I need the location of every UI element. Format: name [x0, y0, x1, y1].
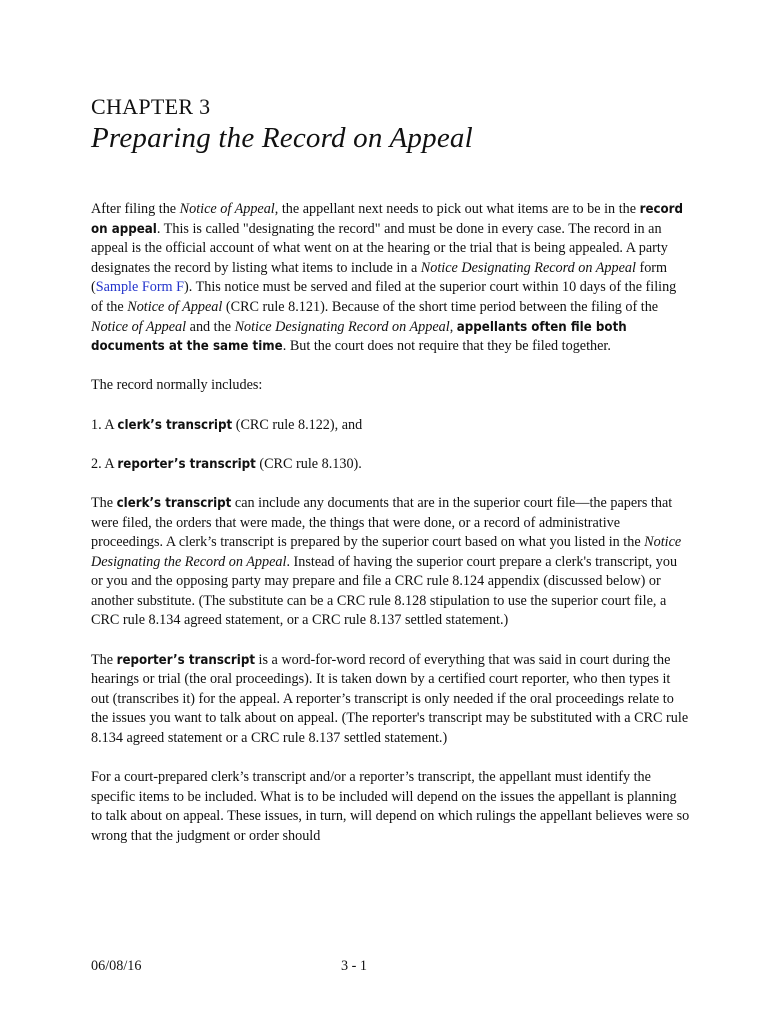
chapter-label: CHAPTER 3 — [91, 94, 211, 119]
footer-page-number: 3 - 1 — [341, 958, 368, 974]
paragraph-record-includes: The record normally includes: — [91, 377, 263, 394]
list-item-reporters-transcript: 2. A reporter’s transcript (CRC rule 8.130). — [91, 455, 362, 472]
sample-form-f-link[interactable]: Sample Form F — [95, 279, 185, 296]
document-page — [91, 94, 691, 847]
footer-date: 06/08/16 — [91, 958, 142, 974]
paragraph-clerks-transcript: The clerk’s transcript can include any documents that are in the superior court file—the papers that were filed, the orders that were made, the things that were done, or a record of administrative proceedings. A clerk’s transcript is prepared by the superior court based on what you listed in the Notice Designating the Record on Appeal. Instead of having the superior court prepare a clerk's transcript, you or you and the opposing party may prepare and file a CRC rule 8.124 appendix (discussed below) or another substitute. (The substitute can be a CRC rule 8.128 stipulation to use the superior court file, a CRC rule 8.134 agreed statement, or a CRC rule 8.137 settled statement.) — [91, 494, 682, 629]
chapter-title: Preparing the Record on Appeal — [91, 122, 473, 154]
paragraph-identify-items: For a court-prepared clerk’s transcript and/or a reporter’s transcript, the appellant must identify the specific items to be included. What is to be included will depend on the issues the appellant is planning to talk about on appeal. These issues, in turn, will depend on which rulings the appellant believes were so wrong that the judgment or order should — [91, 769, 690, 844]
paragraph-reporters-transcript: The reporter’s transcript is a word-for-word record of everything that was said in court during the hearings or trial (the oral proceedings). It is taken down by a certified court reporter, who then types it out (transcribes it) for the appeal. A reporter’s transcript is only needed if the oral proceedings relate to the issues you want to talk about on appeal. (The reporter's transcript may be substituted with a CRC rule 8.134 agreed statement or a CRC rule 8.137 settled statement.) — [91, 651, 689, 747]
list-item-clerks-transcript: 1. A clerk’s transcript (CRC rule 8.122), and — [91, 416, 363, 433]
paragraph-intro: After filing the Notice of Appeal, the appellant next needs to pick out what items are to be in the record on appeal. This is called "designating the record" and must be done in every case. The record in an appeal is the official account of what went on at the hearing or the trial that is being appealed. A party designates the record by listing what items to include in a Notice Designating Record on Appeal form (Sample Form F). This notice must be served and filed at the superior court within 10 days of the filing of the Notice of Appeal (CRC rule 8.121). Because of the short time period between the filing of the Notice of Appeal and the Notice Designating Record on Appeal, appellants often file both documents at the same time. But the court does not require that they be filed together. — [91, 201, 684, 355]
